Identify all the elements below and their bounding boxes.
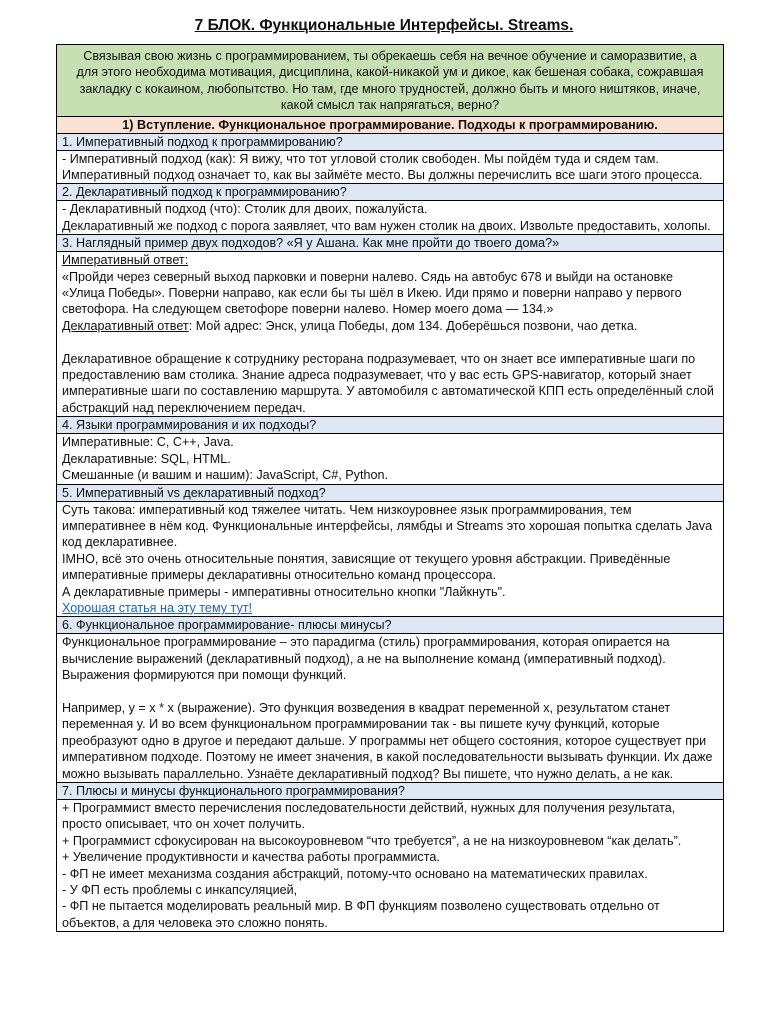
answer-7-line: + Программист вместо перечисления последовательности действий, нужных для получения результата, просто описывает, что он хочет получить. bbox=[62, 801, 676, 832]
answer-2-line-2: Декларативный же подход с порога заявляет, что вам нужен столик на двоих. Извольте предоставить, холопы. bbox=[62, 218, 711, 233]
imperative-answer-label: Императивный ответ: bbox=[62, 253, 189, 268]
answer-6-paragraph-2: Например, y = x * x (выражение). Это функция возведения в квадрат переменной x, результатом станет переменная y. И во всем функциональном программировании так - вы пишете кучу функций, которые преобразуют одно в другое и передают дальше. У программы нет общего состояния, которое существует при императивном подходе. Поэтому не имеет значения, в какой последовательности вызывать функции. Их даже можно вызывать параллельно. Узнаёте декларативный подход? Вы пишете, что нужно делать, а не как. bbox=[62, 700, 713, 781]
answer-6-paragraph-1: Функциональное программирование – это парадигма (стиль) программирования, которая опирается на вычисление выражений (декларативный подход), а не на выполнение команд (императивный подход). Выражения формируются при помощи функций. bbox=[62, 635, 670, 683]
answer-2-line-1: - Декларативный подход (что): Столик для двоих, пожалуйста. bbox=[62, 202, 428, 217]
answer-4 bbox=[57, 433, 723, 483]
answer-7-line: - У ФП есть проблемы с инкапсуляцией, bbox=[62, 883, 298, 898]
question-5: 5. Императивный vs декларативный подход? bbox=[57, 484, 723, 501]
question-3: 3. Наглядный пример двух подходов? «Я у Ашана. Как мне пройти до твоего дома?» bbox=[57, 234, 723, 251]
answer-7-line: - ФП не пытается моделировать реальный мир. В ФП функциям позволено существовать отдельно от объектов, а для человека это сложно понять. bbox=[62, 899, 660, 930]
answer-4-line: Императивные: C, C++, Java. bbox=[62, 435, 234, 450]
declarative-answer-label: Декларативный ответ bbox=[62, 318, 189, 333]
answer-4-line: Декларативные: SQL, HTML. bbox=[62, 451, 231, 466]
section-heading: 1) Вступление. Функциональное программирование. Подходы к программированию. bbox=[57, 116, 723, 133]
imperative-answer-text: «Пройди через северный выход парковки и поверни налево. Сядь на автобус 678 и выйди на остановке «Улица Победы». Поверни направо, как если бы ты шёл в Икею. Иди прямо и поверни направо у первого светофора. На следующем светофоре поверни налево. Номер моего дома — 134.» bbox=[62, 269, 682, 317]
page-title: 7 БЛОК. Функциональные Интерфейсы. Streams. bbox=[194, 17, 574, 34]
answer-3-note: Декларативное обращение к сотруднику ресторана подразумевает, что он знает все императивные шаги по предоставлению вам столика. Знание адреса подразумевает, что у вас есть GPS-навигатор, который знает императивные шаги по составлению маршрута. У автомобиля с автоматической КПП есть определённый слой абстракций над переключением передач. bbox=[62, 351, 714, 415]
answer-5-line: IMHO, всё это очень относительные понятия, зависящие от текущего уровня абстракции. Приведённые императивные примеры декларативны относительно команд процессора. bbox=[62, 551, 671, 583]
blank-line bbox=[62, 684, 718, 700]
question-4: 4. Языки программирования и их подходы? bbox=[57, 416, 723, 433]
answer-2 bbox=[57, 200, 723, 234]
notes-table bbox=[56, 44, 724, 932]
answer-4-line: Смешанные (и вашим и нашим): JavaScript, C#, Python. bbox=[62, 468, 388, 483]
answer-5 bbox=[57, 501, 723, 617]
answer-1: - Императивный подход (как): Я вижу, что тот угловой столик свободен. Мы пойдём туда и сядем там. Императивный подход означает то, как вы займёте место. Вы должны перечислить все шаги этого процесса. bbox=[57, 150, 723, 184]
answer-6 bbox=[57, 633, 723, 782]
motivation-quote: Связывая свою жизнь с программированием, ты обрекаешь себя на вечное обучение и саморазвитие, а для этого необходима мотивация, дисциплина, какой-никакой ум и дикое, как бешеная собака, сожравшая закладку с кокаином, любопытство. Но там, где много трудностей, должно быть и много ништяков, иначе, какой смысл так напрягаться, верно? bbox=[57, 45, 723, 116]
answer-3 bbox=[57, 251, 723, 416]
answer-5-line: А декларативные примеры - императивны относительно кнопки "Лайкнуть". bbox=[62, 584, 506, 599]
article-link[interactable]: Хорошая статья на эту тему тут! bbox=[62, 600, 253, 615]
answer-7-line: + Увеличение продуктивности и качества работы программиста. bbox=[62, 850, 440, 865]
declarative-answer-text: : Мой адрес: Энск, улица Победы, дом 134. Доберёшься позвони, чао детка. bbox=[188, 318, 638, 333]
declarative-answer bbox=[62, 318, 718, 334]
answer-7-line: + Программист сфокусирован на высокоуровневом “что требуется”, а не на низкоуровневом “как делать”. bbox=[62, 833, 682, 848]
blank-line bbox=[62, 334, 718, 350]
answer-7-line: - ФП не имеет механизма создания абстракций, потому-что основано на математических правилах. bbox=[62, 866, 648, 881]
question-6: 6. Функциональное программирование- плюсы минусы? bbox=[57, 616, 723, 633]
question-2: 2. Декларативный подход к программированию? bbox=[57, 183, 723, 200]
question-7: 7. Плюсы и минусы функционального программирования? bbox=[57, 782, 723, 799]
question-1: 1. Императивный подход к программированию? bbox=[57, 133, 723, 150]
answer-7 bbox=[57, 799, 723, 931]
answer-5-line: Суть такова: императивный код тяжелее читать. Чем низкоуровнее язык программирования, тем императивнее в нём код. Функциональные интерфейсы, лямбды и Streams это хорошая попытка сделать Java код декларативнее. bbox=[62, 502, 713, 550]
